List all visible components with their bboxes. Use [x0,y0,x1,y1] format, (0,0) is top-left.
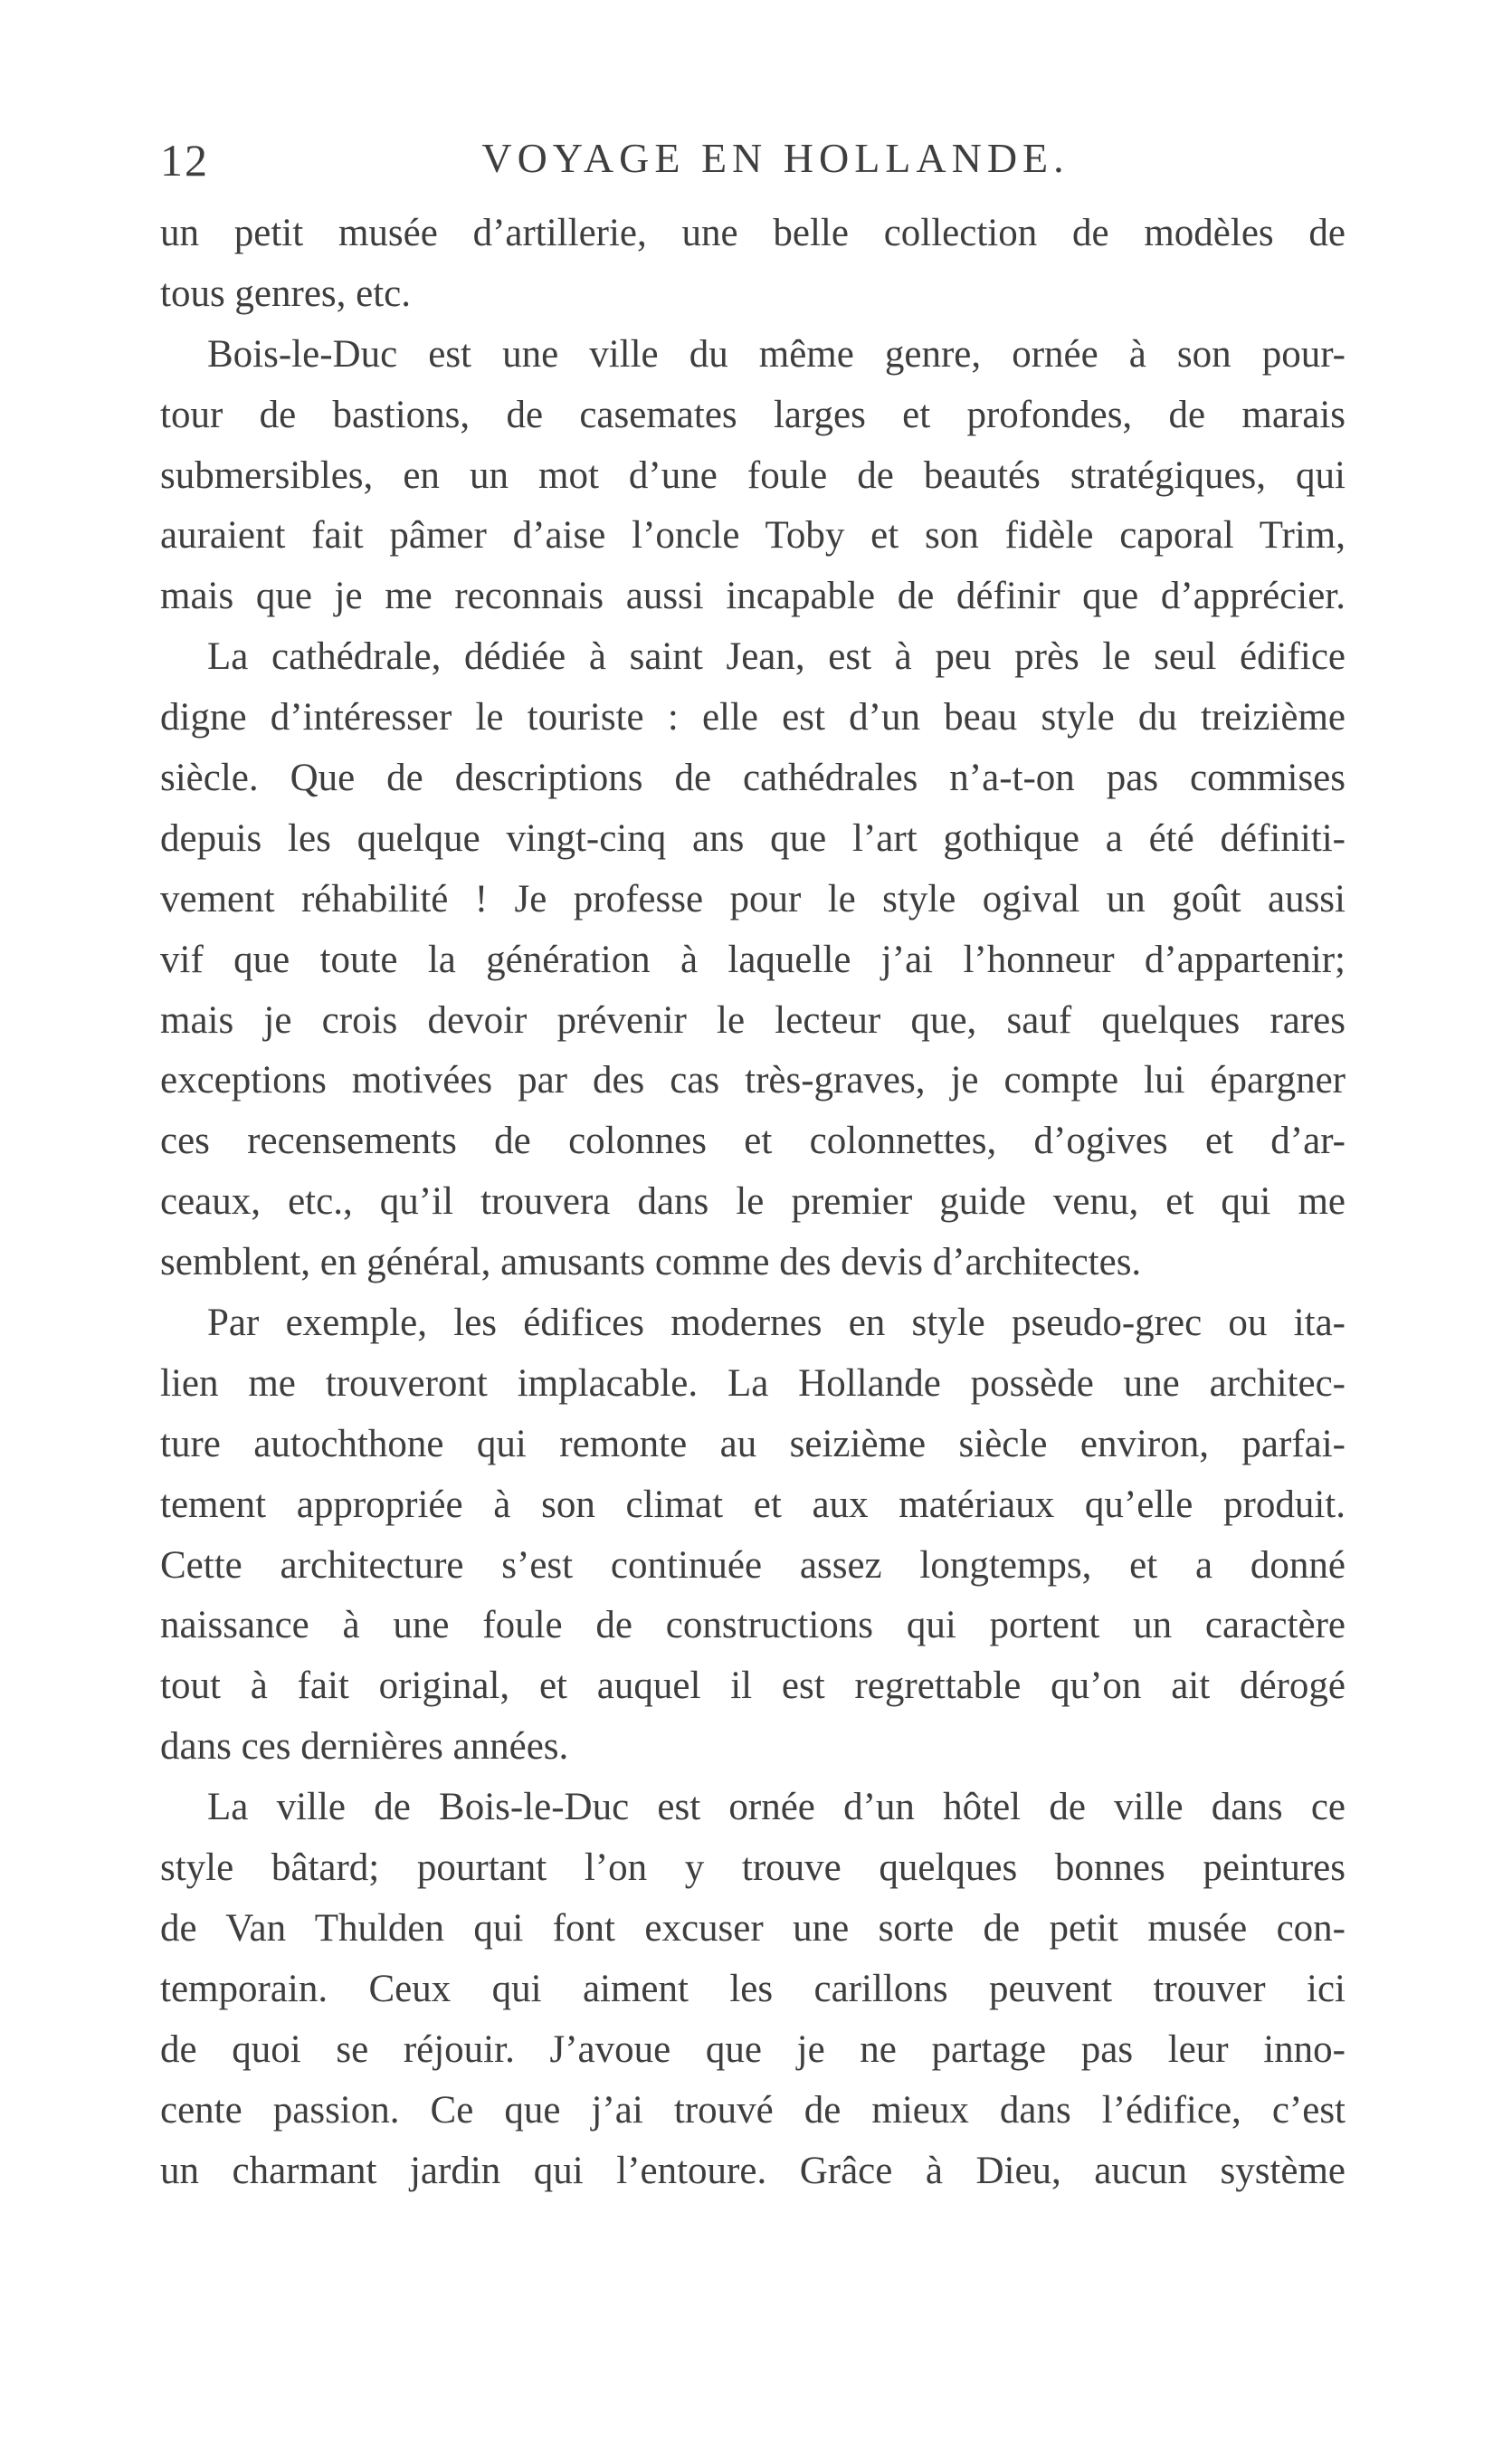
text-line: Bois-le-Duc est une ville du même genre, ornée à son pour- [207,332,1346,376]
text-line: tour de bastions, de casemates larges et profondes, de marais [160,393,1346,436]
page-number: 12 [160,135,209,186]
text-line: vement réhabilité ! Je professe pour le style ogival un goût aussi [160,877,1346,920]
text-line: depuis les quelque vingt-cinq ans que l’art gothique a été définiti- [160,816,1346,860]
text-line: tout à fait original, et auquel il est regrettable qu’on ait dérogé [160,1665,1346,1708]
text-line: un charmant jardin qui l’entoure. Grâce à Dieu, aucun système [160,2149,1346,2192]
text-line: cente passion. Ce que j’ai trouvé de mieux dans l’édifice, c’est [160,2088,1346,2132]
text-line: submersibles, en un mot d’une foule de beautés stratégiques, qui [160,453,1346,497]
text-line: Par exemple, les édifices modernes en style pseudo-grec ou ita- [207,1302,1346,1345]
text-line: La cathédrale, dédiée à saint Jean, est à peu près le seul édifice [207,635,1346,679]
text-line: digne d’intéresser le touriste : elle est d’un beau style du treizième [160,696,1346,739]
text-line: temporain. Ceux qui aiment les carillons peuvent trouver ici [160,1967,1346,2010]
text-line: ceaux, etc., qu’il trouvera dans le premier guide venu, et qui me [160,1180,1346,1224]
text-line: mais que je me reconnais aussi incapable de définir que d’apprécier. [160,575,1346,618]
text-line: un petit musée d’artillerie, une belle collection de modèles de [160,212,1346,254]
text-line: semblent, en général, amusants comme des devis d’architectes. [160,1241,1142,1284]
running-title: VOYAGE EN HOLLANDE. [481,135,1070,181]
text-line: tous genres, etc. [160,272,412,315]
text-line: ces recensements de colonnes et colonnettes, d’ogives et d’ar- [160,1120,1346,1163]
text-line: de quoi se réjouir. J’avoue que je ne partage pas leur inno- [160,2027,1346,2071]
text-line: vif que toute la génération à laquelle j’ai l’honneur d’appartenir; [160,938,1346,981]
text-line: siècle. Que de descriptions de cathédrales n’a-t-on pas commises [160,757,1346,800]
text-body [160,204,1346,2201]
text-line: tement appropriée à son climat et aux matériaux qu’elle produit. [160,1483,1346,1526]
text-line: de Van Thulden qui font excuser une sorte de petit musée con- [160,1906,1346,1950]
text-line: exceptions motivées par des cas très-graves, je compte lui épargner [160,1059,1346,1102]
text-line: lien me trouveront implacable. La Hollande possède une architec- [160,1361,1346,1405]
text-line: mais je crois devoir prévenir le lecteur que, sauf quelques rares [160,998,1346,1042]
text-line: ture autochthone qui remonte au seizième siècle environ, parfai- [160,1422,1346,1465]
text-line: dans ces dernières années. [160,1725,569,1769]
text-line: Cette architecture s’est continuée assez longtemps, et a donné [160,1543,1346,1587]
text-line: La ville de Bois-le-Duc est ornée d’un hôtel de ville dans ce [207,1786,1346,1829]
page-header [160,134,1355,197]
text-line: style bâtard; pourtant l’on y trouve quelques bonnes peintures [160,1846,1346,1890]
text-line: auraient fait pâmer d’aise l’oncle Toby et son fidèle caporal Trim, [160,514,1346,558]
text-line: naissance à une foule de constructions qui portent un caractère [160,1604,1346,1647]
